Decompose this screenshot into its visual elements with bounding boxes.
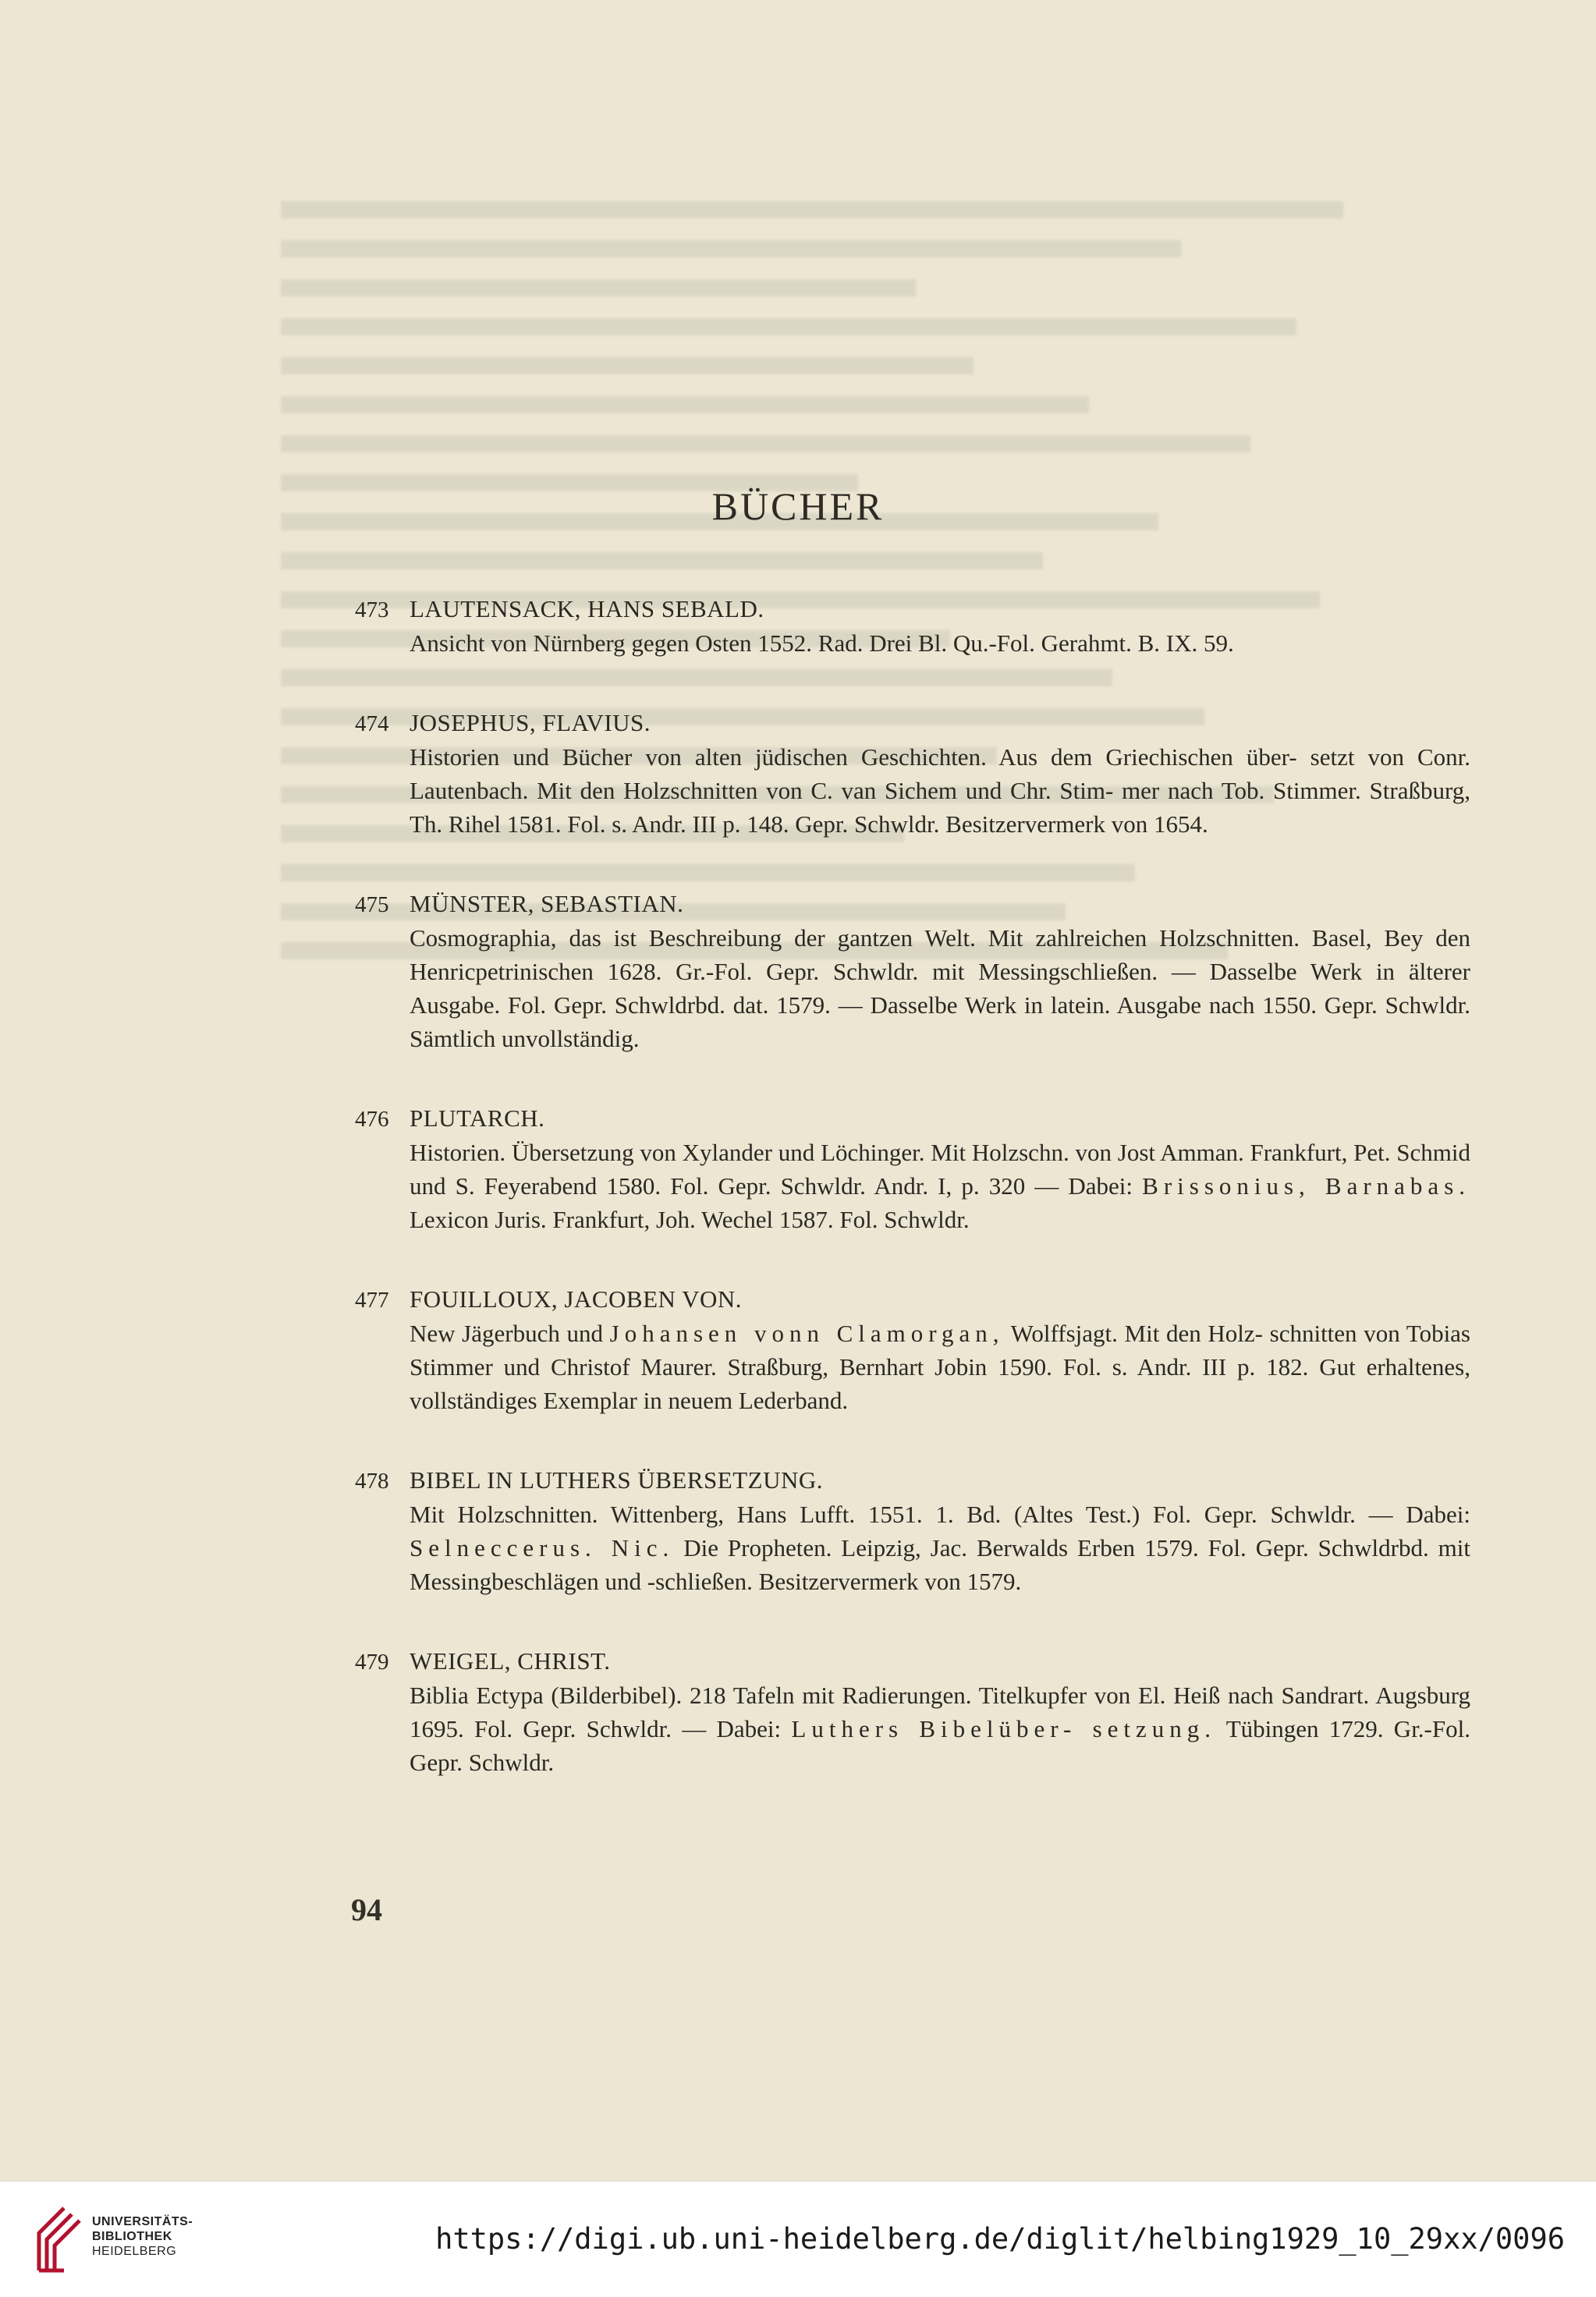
spaced-name: Johansen vonn Clamorgan, (609, 1320, 1005, 1347)
entry-description (410, 1498, 1470, 1598)
entry-author: FOUILLOUX, JACOBEN VON. (410, 1285, 742, 1313)
entry-description (410, 626, 1470, 660)
entry-author: PLUTARCH. (410, 1104, 545, 1132)
library-name-line: UNIVERSITÄTS- (92, 2215, 193, 2228)
entry-heading (355, 1645, 1470, 1678)
entry-number: 475 (355, 892, 389, 917)
entry-description (410, 1136, 1470, 1236)
entry-author: LAUTENSACK, HANS SEBALD. (410, 595, 764, 622)
description-text: Lexicon Juris. Frankfurt, Joh. Wechel 1587. Fol. Schwldr. (410, 1206, 970, 1233)
catalog-entry (355, 888, 1470, 1055)
catalog-entry (355, 593, 1470, 660)
description-text: Mit Holzschnitten. Wittenberg, Hans Lufft. 1551. 1. Bd. (Altes Test.) Fol. Gepr. Schwldr. — Dabei: (410, 1501, 1470, 1528)
spaced-name: Brissonius, Barnabas. (1142, 1172, 1471, 1200)
entry-heading (355, 707, 1470, 740)
entry-author: MÜNSTER, SEBASTIAN. (410, 890, 684, 917)
description-text: Die Propheten. Leipzig, Jac. Berwalds Erben 1579. Fol. Gepr. Schwldrbd. mit Messingbeschlägen und -schließen. Besitzervermerk von 1579. (410, 1534, 1471, 1595)
entry-author: BIBEL IN LUTHERS ÜBERSETZUNG. (410, 1466, 823, 1494)
description-text: Historien und Bücher von alten jüdischen Geschichten. Aus dem Griechischen über- setzt von Conr. Lautenbach. Mit den Holzschnitten von C. van Sichem und Chr. Stim- mer nach Tob. Stimmer. Straßburg, Th. Rihel 1581. Fol. s. Andr. III p. 148. Gepr. Schwldr. Besitzervermerk von 1654. (410, 743, 1470, 838)
description-text: Cosmographia, das ist Beschreibung der gantzen Welt. Mit zahlreichen Holzschnitten. Basel, Bey den Henricpetrinischen 1628. Gr.-Fol. Gepr. Schwldr. mit Messingschließen. — Dasselbe Werk in älterer Ausgabe. Fol. Gepr. Schwldrbd. dat. 1579. — Dasselbe Werk in latein. Ausgabe nach 1550. Gepr. Schwldr. Sämtlich unvollständig. (410, 924, 1470, 1052)
spaced-name: Selneccerus. Nic. (410, 1534, 675, 1561)
entry-heading (355, 888, 1470, 921)
viewer-footer (0, 2181, 1596, 2297)
catalog-entry (355, 1102, 1470, 1236)
library-logo-icon[interactable] (33, 2202, 87, 2277)
library-name[interactable] (92, 2214, 193, 2259)
entry-description (410, 1678, 1470, 1779)
library-name-line: BIBLIOTHEK (92, 2230, 172, 2243)
spaced-name: Luthers Bibelüber- setzung. (791, 1715, 1217, 1742)
description-text: Biblia Ectypa (Bilderbibel). 218 Tafeln mit Radierungen. Titelkupfer von El. Heiß nach Sandrart. Augsburg 1695. Fol. Gepr. Schwldr. — Dabei: (410, 1682, 1470, 1742)
entry-number: 477 (355, 1288, 389, 1313)
entry-number: 473 (355, 597, 389, 622)
entry-heading (355, 593, 1470, 626)
entry-heading (355, 1283, 1470, 1317)
catalog-entries (355, 593, 1470, 1826)
catalog-entry (355, 707, 1470, 841)
entry-number: 479 (355, 1650, 389, 1675)
entry-description (410, 740, 1470, 841)
entry-number: 476 (355, 1107, 389, 1132)
entry-heading (355, 1464, 1470, 1498)
description-text: Historien. Übersetzung von Xylander und Löchinger. Mit Holzschn. von Jost Amman. Frankfurt, Pet. Schmid und S. Feyerabend 1580. Fol. Gepr. Schwldr. Andr. I, p. 320 — Dabei: (410, 1139, 1470, 1200)
catalog-entry (355, 1464, 1470, 1598)
entry-heading (355, 1102, 1470, 1136)
library-name-line: HEIDELBERG (92, 2245, 177, 2258)
description-text: Ansicht von Nürnberg gegen Osten 1552. Rad. Drei Bl. Qu.-Fol. Gerahmt. B. IX. 59. (410, 629, 1234, 657)
entry-description (410, 921, 1470, 1055)
entry-number: 474 (355, 711, 389, 736)
description-text: Wolffsjagt. Mit den Holz- schnitten von Tobias Stimmer und Christof Maurer. Straßburg, Bernhart Jobin 1590. Fol. s. Andr. III p. 182. Gut erhaltenes, vollständiges Exemplar in neuem Lederband. (410, 1320, 1471, 1414)
entry-author: WEIGEL, CHRIST. (410, 1647, 611, 1675)
entry-description (410, 1317, 1470, 1417)
permalink-url[interactable]: https://digi.ub.uni-heidelberg.de/diglit/helbing1929_10_29xx/0096 (435, 2222, 1565, 2256)
entry-author: JOSEPHUS, FLAVIUS. (410, 709, 651, 736)
page-number: 94 (351, 1892, 382, 1927)
catalog-entry (355, 1283, 1470, 1417)
catalog-entry (355, 1645, 1470, 1779)
description-text: Tübingen 1729. Gr.-Fol. Gepr. Schwldr. (410, 1715, 1470, 1776)
entry-number: 478 (355, 1469, 389, 1494)
description-text: New Jägerbuch und (410, 1320, 610, 1347)
section-title: BÜCHER (711, 484, 885, 528)
